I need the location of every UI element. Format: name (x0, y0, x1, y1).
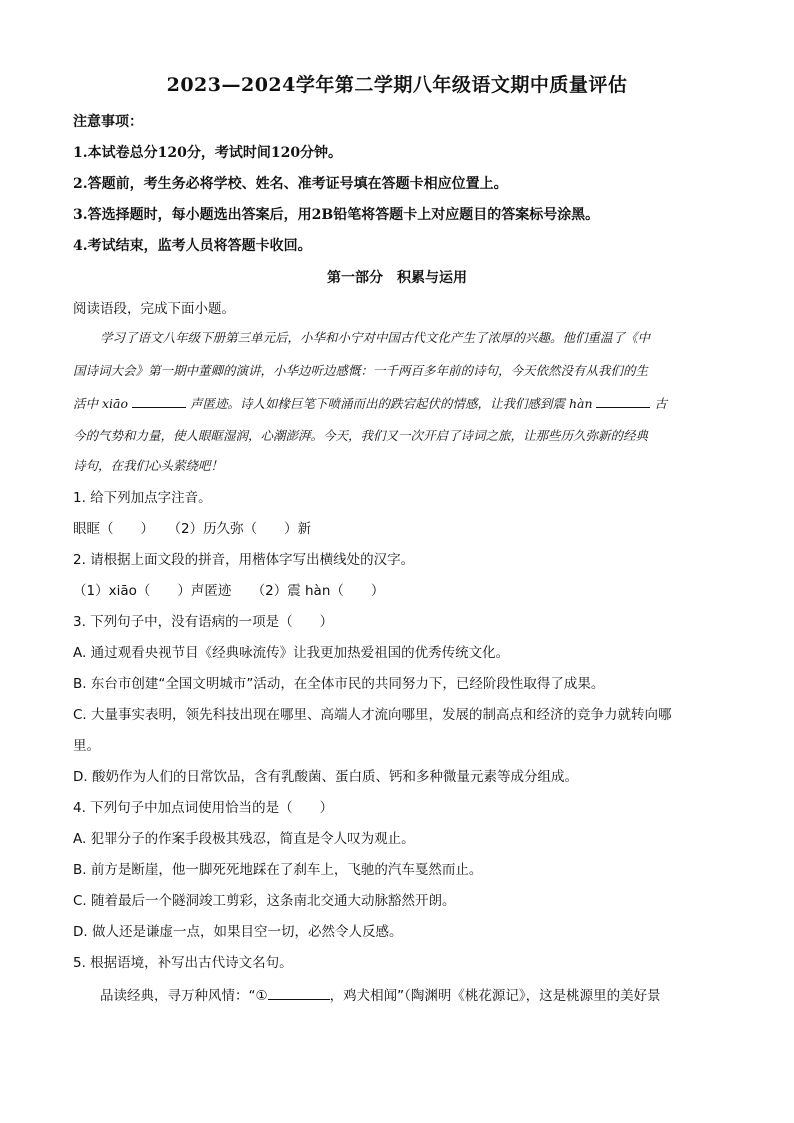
passage-line-1: 学习了语文八年级下册第三单元后，小华和小宁对中国古代文化产生了浓厚的兴趣。他们重温了《中 (100, 330, 651, 345)
question-3: 3. 下列句子中，没有语病的一项是（ ） (73, 614, 334, 630)
question-1: 1. 给下列加点字注音。 (73, 490, 212, 506)
question-4-option-d: D. 做人还是谦虚一点，如果目空一切，必然令人反感。 (73, 924, 403, 940)
question-2: 2. 请根据上面文段的拼音，用楷体字写出横线处的汉字。 (73, 552, 415, 568)
answer-blank[interactable] (268, 987, 330, 1000)
reading-instruction: 阅读语段，完成下面小题。 (73, 301, 235, 317)
question-2-options: （1）xiāo（ ）声匿迹 （2）震 hàn（ ） (73, 583, 385, 599)
question-3-option-b: B. 东台市创建“全国文明城市”活动，在全体市民的共同努力下，已经阶段性取得了成果。 (73, 676, 605, 692)
passage-text: 活中 xiāo (73, 396, 128, 411)
exam-title: 2023—2024学年第二学期八年级语文期中质量评估 (166, 74, 628, 96)
passage-text: 古 (654, 396, 667, 411)
section-title: 第一部分 积累与运用 (327, 270, 467, 286)
question-3-option-a: A. 通过观看央视节目《经典咏流传》让我更加热爱祖国的优秀传统文化。 (73, 645, 510, 661)
question-1-options: 眼眶（ ） （2）历久弥（ ）新 (73, 521, 312, 537)
question-3-option-c-cont: 里。 (73, 738, 100, 754)
notice-item-4: 4.考试结束，监考人员将答题卡收回。 (73, 238, 312, 254)
question-5-text (100, 984, 661, 1004)
question-3-option-d: D. 酸奶作为人们的日常饮品，含有乳酸菌、蛋白质、钙和多种微量元素等成分组成。 (73, 769, 578, 785)
question-5: 5. 根据语境，补写出古代诗文名句。 (73, 955, 293, 971)
passage-text: 声匿迹。诗人如椽巨笔下喷涌而出的跌宕起伏的情感，让我们感到震 hàn (189, 396, 593, 411)
notice-item-3: 3.答选择题时，每小题选出答案后，用2B铅笔将答题卡上对应题目的答案标号涂黑。 (73, 207, 600, 223)
question-5-text-b: ，鸡犬相闻”（陶渊明《桃花源记》，这是桃源里的美好景 (329, 988, 661, 1004)
notice-heading: 注意事项： (73, 114, 143, 130)
question-4-option-b: B. 前方是断崖，他一脚死死地踩在了刹车上，飞驰的汽车戛然而止。 (73, 862, 483, 878)
passage-line-2: 国诗词大会》第一期中董卿的演讲，小华边听边感慨：一千两百多年前的诗句，今天依然没有从我们的生 (73, 363, 649, 378)
passage-line-4: 今的气势和力量，使人眼眶湿润，心潮澎湃。今天，我们又一次开启了诗词之旅，让那些历久弥新的经典 (73, 428, 649, 443)
answer-blank[interactable] (596, 395, 650, 408)
question-4-option-a: A. 犯罪分子的作案手段极其残忍，简直是令人叹为观止。 (73, 831, 415, 847)
passage-line-5: 诗句，在我们心头萦绕吧！ (73, 458, 224, 473)
question-5-text-a: 品读经典，寻万种风情：“① (100, 988, 268, 1004)
passage-line-3 (73, 394, 718, 412)
notice-item-1: 1.本试卷总分120分，考试时间120分钟。 (73, 145, 343, 161)
question-4-option-c: C. 随着最后一个隧洞竣工剪彩，这条南北交通大动脉豁然开朗。 (73, 893, 456, 909)
question-3-option-c: C. 大量事实表明，领先科技出现在哪里、高端人才流向哪里，发展的制高点和经济的竞争力就转向哪 (73, 707, 672, 723)
answer-blank[interactable] (132, 395, 186, 408)
question-4: 4. 下列句子中加点词使用恰当的是（ ） (73, 800, 334, 816)
notice-item-2: 2.答题前，考生务必将学校、姓名、准考证号填在答题卡相应位置上。 (73, 176, 508, 192)
